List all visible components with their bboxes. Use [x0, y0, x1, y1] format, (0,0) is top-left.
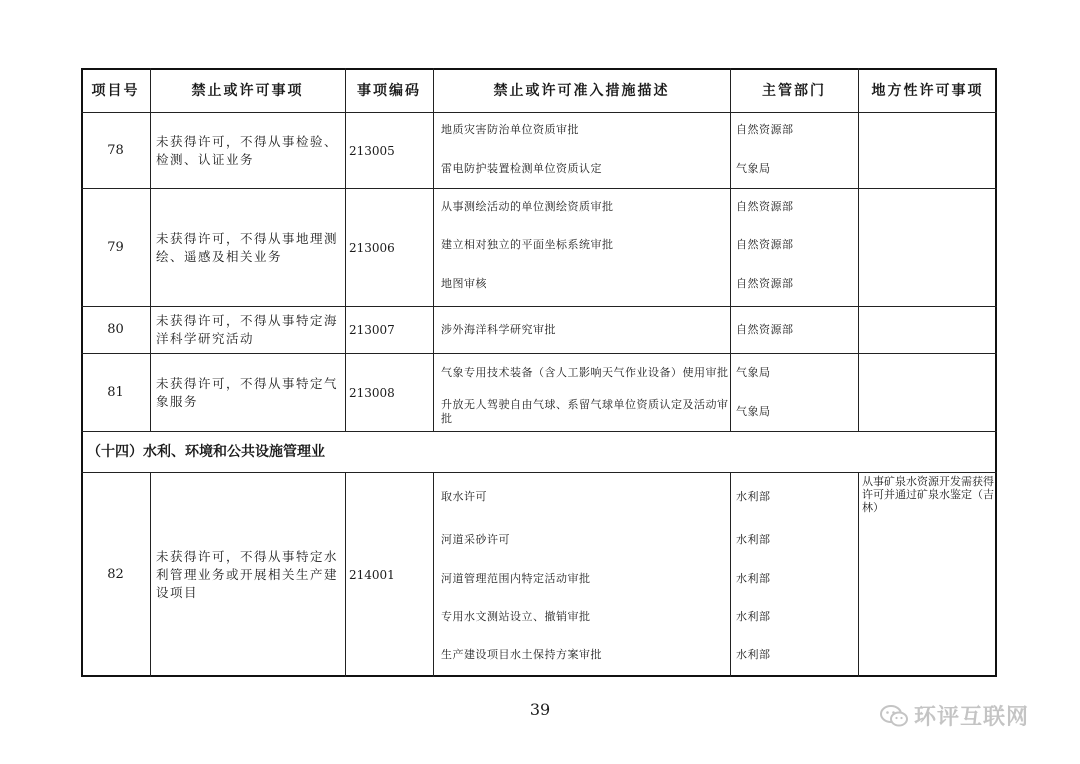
header-code: 事项编码	[357, 83, 421, 99]
row-79-measure-2: 建立相对独立的平面坐标系统审批	[441, 238, 614, 251]
row-81-no: 81	[107, 384, 124, 400]
row-79-item: 未获得许可，不得从事地理测绘、遥感及相关业务	[156, 230, 339, 264]
row-79-no: 79	[107, 239, 124, 255]
row-81-item: 未获得许可，不得从事特定气象服务	[156, 375, 339, 409]
row-82-no: 82	[107, 566, 124, 582]
row-81-dept-1: 气象局	[736, 366, 771, 379]
row-79-dept-2: 自然资源部	[736, 238, 794, 251]
row-82-dept-2: 水利部	[736, 533, 771, 546]
header-measures: 禁止或许可准入措施描述	[493, 83, 670, 99]
row-81-measure-1: 气象专用技术装备（含人工影响天气作业设备）使用审批	[441, 366, 729, 379]
header-local: 地方性许可事项	[871, 83, 984, 99]
row-80-no: 80	[107, 322, 124, 337]
row-81-measure-2: 升放无人驾驶自由气球、系留气球单位资质认定及活动审批	[441, 398, 729, 425]
row-79-dept-3: 自然资源部	[736, 277, 794, 290]
row-80-item: 未获得许可，不得从事特定海洋科学研究活动	[156, 313, 339, 346]
row-82-dept-4: 水利部	[736, 610, 771, 623]
row-82-local: 从事矿泉水资源开发需获得许可并通过矿泉水鉴定（吉林）	[862, 475, 994, 514]
row-82-measure-5: 生产建设项目水土保持方案审批	[441, 648, 602, 661]
page-number: 39	[529, 700, 551, 719]
watermark-text: 环评互联网	[914, 705, 1030, 730]
row-80-measure-1: 涉外海洋科学研究审批	[441, 323, 556, 336]
row-82-dept-1: 水利部	[736, 490, 771, 503]
row-80-dept-1: 自然资源部	[736, 323, 794, 336]
row-80-code: 213007	[349, 323, 395, 337]
row-82-dept-3: 水利部	[736, 572, 771, 585]
header-item-no: 项目号	[91, 83, 140, 99]
row-78-dept-2: 气象局	[736, 162, 771, 175]
row-81-code: 213008	[349, 385, 395, 400]
row-82-dept-5: 水利部	[736, 648, 771, 661]
row-81-dept-2: 气象局	[736, 405, 771, 418]
row-78-dept-1: 自然资源部	[736, 123, 794, 136]
row-78-code: 213005	[349, 143, 395, 158]
row-82-measure-1: 取水许可	[441, 490, 487, 503]
row-78-measure-1: 地质灾害防治单位资质审批	[441, 123, 579, 136]
row-79-code: 213006	[349, 240, 395, 255]
row-79-measure-3: 地图审核	[441, 277, 487, 290]
row-82-measure-2: 河道采砂许可	[441, 533, 510, 546]
row-79-measure-1: 从事测绘活动的单位测绘资质审批	[441, 200, 614, 213]
row-78-item: 未获得许可，不得从事检验、检测、认证业务	[156, 133, 339, 167]
header-item: 禁止或许可事项	[191, 83, 304, 99]
row-78-no: 78	[107, 142, 124, 158]
section-title: （十四）水利、环境和公共设施管理业	[87, 444, 325, 460]
wechat-icon	[880, 705, 908, 727]
row-82-measure-4: 专用水文测站设立、撤销审批	[441, 610, 591, 623]
row-82-item: 未获得许可，不得从事特定水利管理业务或开展相关生产建设项目	[156, 548, 339, 600]
header-department: 主管部门	[762, 83, 826, 99]
row-78-measure-2: 雷电防护装置检测单位资质认定	[441, 162, 602, 175]
row-79-dept-1: 自然资源部	[736, 200, 794, 213]
watermark	[880, 700, 1029, 731]
row-82-code: 214001	[349, 567, 395, 582]
row-82-measure-3: 河道管理范围内特定活动审批	[441, 572, 591, 585]
